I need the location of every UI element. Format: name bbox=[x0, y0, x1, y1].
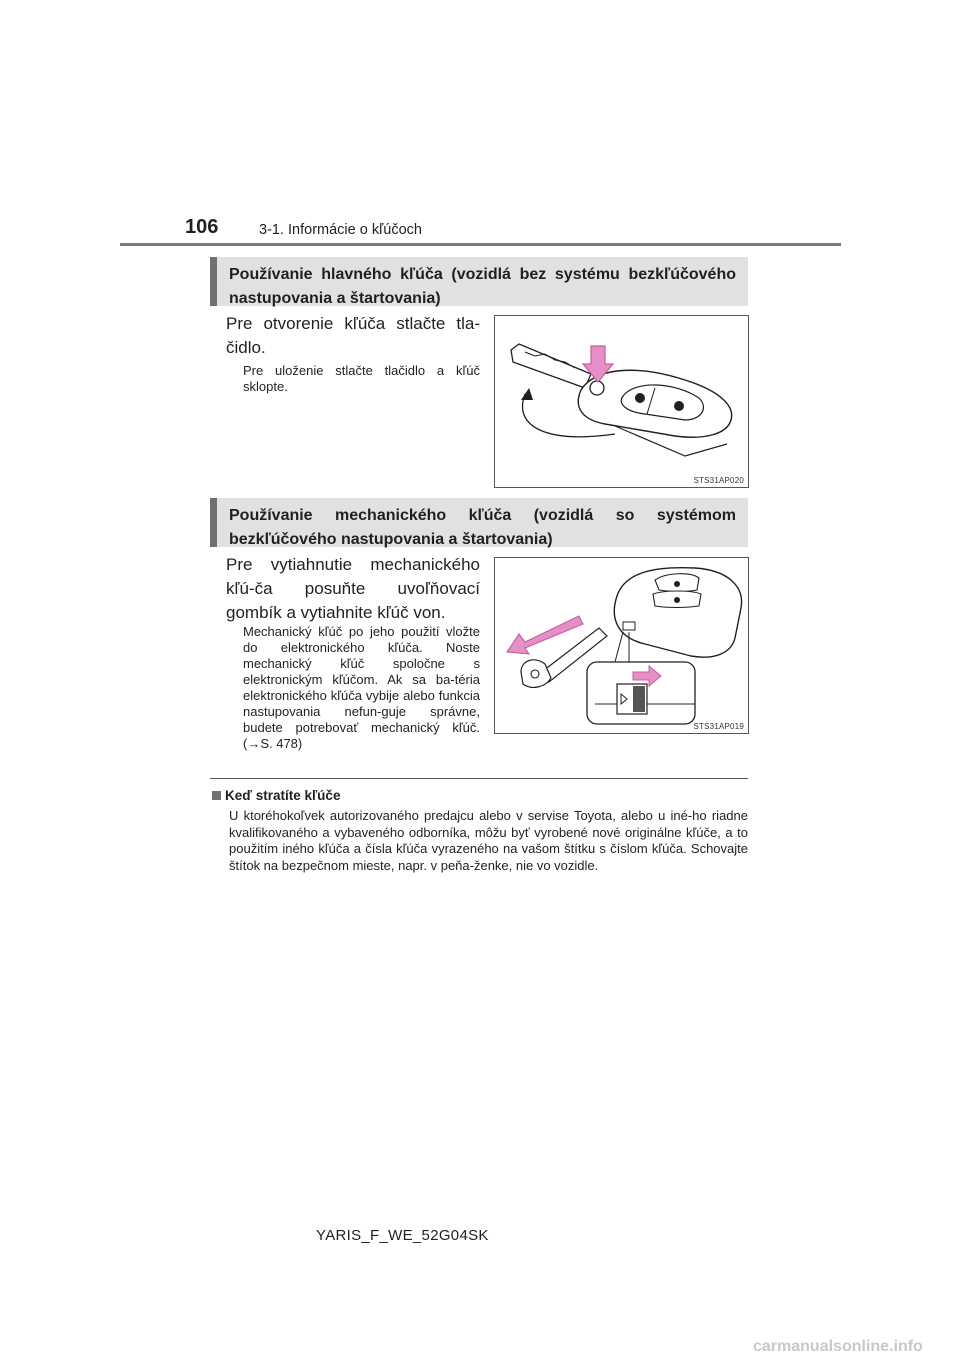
header-rule bbox=[120, 243, 841, 246]
lost-keys-text: U ktoréhokoľvek autorizovaného predajcu alebo v servise Toyota, alebo u iné-ho riadne kvalifikovaného a vybaveného odborníka, môžu byť vyrobené nové originálne kľúče, a to použitím iného kľúča a čísla kľúča vyrazeného na vašom štítku s číslom kľúča. Schovajte štítok na bezpečnom mieste, napr. v peňa-ženke, nie vo vozidle. bbox=[229, 808, 748, 873]
page-number: 106 bbox=[185, 216, 219, 238]
figure-smart-key bbox=[494, 557, 749, 734]
divider bbox=[210, 778, 748, 779]
note-fold-key: Pre uloženie stlačte tlačidlo a kľúč sklopte. bbox=[243, 363, 480, 394]
instruction-open-key: Pre otvorenie kľúča stlačte tla-čidlo. bbox=[226, 314, 480, 357]
flip-key-illustration bbox=[495, 316, 748, 487]
subheading-text: Keď stratíte kľúče bbox=[225, 788, 341, 803]
figure-code: STS31AP019 bbox=[693, 722, 744, 731]
section-heading-main-key: Používanie hlavného kľúča (vozidlá bez systému bezkľúčového nastupovania a štartovania) bbox=[210, 257, 748, 306]
section-title: 3-1. Informácie o kľúčoch bbox=[259, 222, 422, 238]
note-mechanical-key: Mechanický kľúč po jeho použití vložte do elektronického kľúča. Noste mechanický kľúč spoločne s elektronickým kľúčom. Ak sa ba-téria elektronického kľúča vybije alebo funkcia nastupovania nefun-guje správne, budete potrebovať mechanický kľúč. (→S. 478) bbox=[243, 624, 480, 751]
figure-code: STS31AP020 bbox=[693, 476, 744, 485]
watermark: carmanualsonline.info bbox=[753, 1338, 923, 1355]
footer-code: YARIS_F_WE_52G04SK bbox=[316, 1227, 489, 1244]
figure-flip-key bbox=[494, 315, 749, 488]
smart-key-illustration bbox=[495, 558, 748, 733]
square-bullet-icon bbox=[212, 791, 221, 800]
section-heading-mechanical-key: Používanie mechanického kľúča (vozidlá so systémom bezkľúčového nastupovania a štartovania) bbox=[210, 498, 748, 547]
instruction-remove-key: Pre vytiahnutie mechanického kľú-ča posuňte uvoľňovací gombík a vytiahnite kľúč von. bbox=[226, 555, 480, 622]
subheading-lost-keys bbox=[212, 788, 340, 803]
